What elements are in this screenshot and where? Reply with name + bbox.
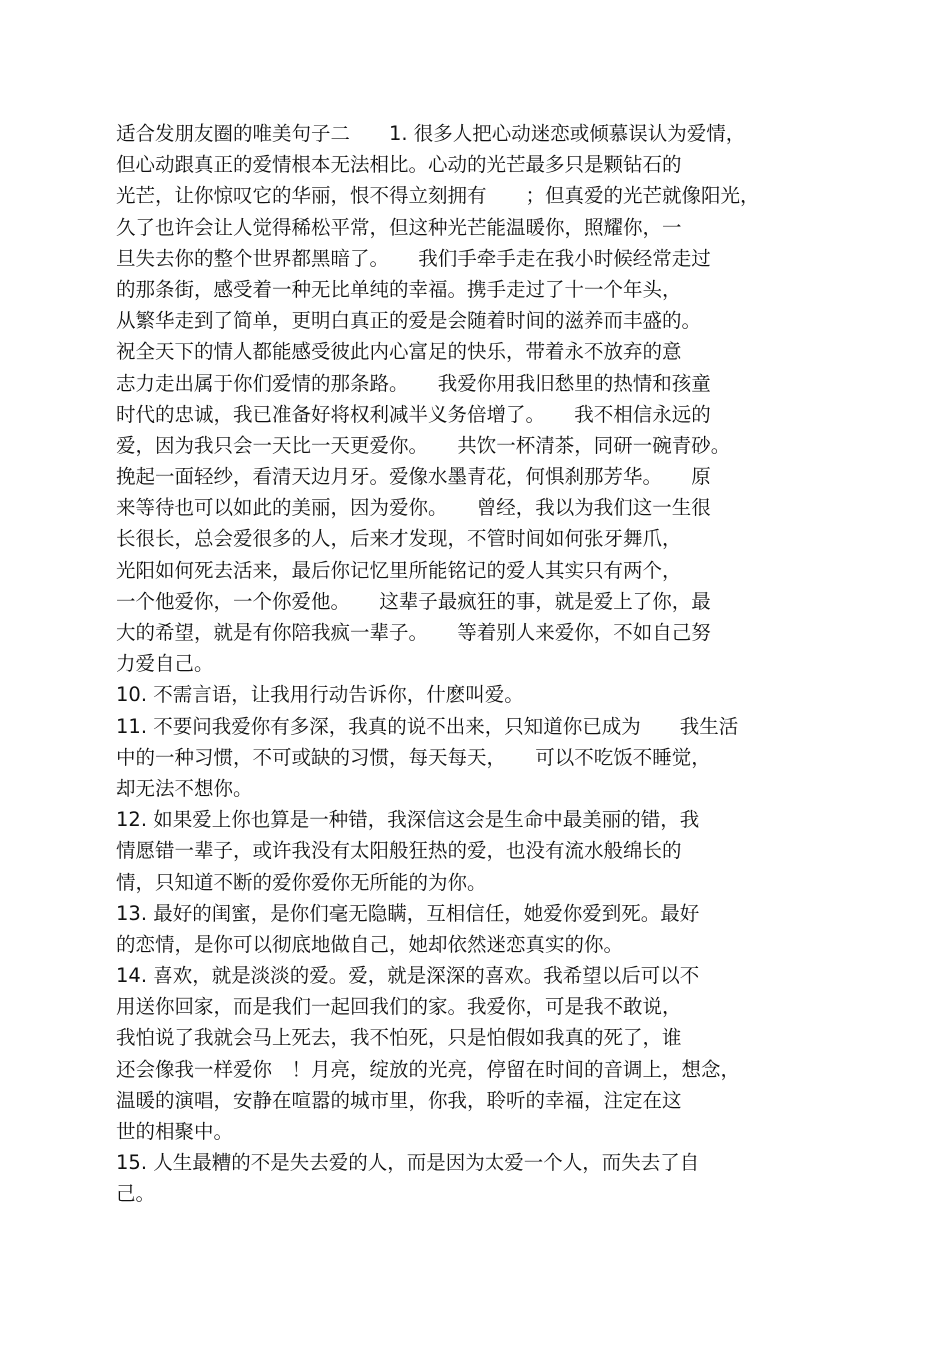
text-line: 情，只知道不断的爱你爱你无所能的为你。 bbox=[116, 870, 487, 894]
text-line: 还会像我一样爱你 ！月亮，绽放的光亮，停留在时间的音调上，想念， bbox=[116, 1057, 741, 1081]
text-line: 一个他爱你，一个你爱他。 这辈子最疯狂的事，就是爱上了你，最 bbox=[116, 589, 711, 613]
text-line: 温暖的演唱，安静在喧嚣的城市里，你我，聆听的幸福，注定在这 bbox=[116, 1088, 682, 1112]
text-line: 却无法不想你。 bbox=[116, 776, 253, 800]
text-line: 14. 喜欢，就是淡淡的爱。爱，就是深深的喜欢。我希望以后可以不 bbox=[116, 964, 700, 988]
text-line: 用送你回家，而是我们一起回我们的家。我爱你，可是我不敢说， bbox=[116, 995, 682, 1019]
text-line: 10. 不需言语，让我用行动告诉你，什麽叫爱。 bbox=[116, 683, 524, 707]
text-line: 力爱自己。 bbox=[116, 652, 214, 676]
text-line: 世的相聚中。 bbox=[116, 1120, 234, 1143]
text-line: 的恋情，是你可以彻底地做自己，她却依然迷恋真实的你。 bbox=[116, 932, 624, 956]
text-line: 己。 bbox=[116, 1182, 156, 1206]
document-body bbox=[116, 118, 846, 1210]
text-line: 从繁华走到了简单，更明白真正的爱是会随着时间的滋养而丰盛的。 bbox=[116, 309, 702, 333]
text-line: 祝全天下的情人都能感受彼此内心富足的快乐，带着永不放弃的意 bbox=[116, 340, 682, 364]
text-line: 12. 如果爱上你也算是一种错，我深信这会是生命中最美丽的错，我 bbox=[116, 808, 700, 832]
text-line: 光阳如何死去活来，最后你记忆里所能铭记的爱人其实只有两个， bbox=[116, 558, 682, 582]
text-line: 情愿错一辈子，或许我没有太阳般狂热的爱，也没有流水般绵长的 bbox=[116, 839, 682, 863]
text-line: 大的希望，就是有你陪我疯一辈子。 等着别人来爱你，不如自己努 bbox=[116, 621, 711, 644]
text-line: 旦失去你的整个世界都黑暗了。 我们手牵手走在我小时候经常走过 bbox=[116, 246, 711, 270]
text-line: 来等待也可以如此的美丽，因为爱你。 曾经，我以为我们这一生很 bbox=[116, 496, 711, 520]
text-line: 11. 不要问我爱你有多深，我真的说不出来，只知道你已成为 我生活 bbox=[116, 714, 739, 738]
text-line: 爱，因为我只会一天比一天更爱你。 共饮一杯清茶，同研一碗青砂。 bbox=[116, 433, 731, 457]
text-line: 适合发朋友圈的唯美句子二 1. 很多人把心动迷恋或倾慕误认为爱情， bbox=[116, 122, 746, 145]
text-line: 的那条街，感受着一种无比单纯的幸福。携手走过了十一个年头， bbox=[116, 277, 682, 301]
text-line: 志力走出属于你们爱情的那条路。 我爱你用我旧愁里的热情和孩童 bbox=[116, 371, 711, 395]
text-line: 我怕说了我就会马上死去，我不怕死，只是怕假如我真的死了，谁 bbox=[116, 1026, 682, 1050]
text-line: 久了也许会让人觉得稀松平常，但这种光芒能温暖你，照耀你，一 bbox=[116, 215, 682, 239]
text-line: 光芒，让你惊叹它的华丽，恨不得立刻拥有 ；但真爱的光芒就像阳光， bbox=[116, 184, 760, 208]
text-line: 时代的忠诚，我已准备好将权利减半义务倍增了。 我不相信永远的 bbox=[116, 402, 711, 426]
text-line: 15. 人生最糟的不是失去爱的人，而是因为太爱一个人，而失去了自 bbox=[116, 1151, 700, 1175]
text-line: 中的一种习惯，不可或缺的习惯，每天每天， 可以不吃饭不睡觉， bbox=[116, 745, 711, 769]
text-line: 13. 最好的闺蜜，是你们毫无隐瞒，互相信任，她爱你爱到死。最好 bbox=[116, 901, 700, 925]
text-line: 挽起一面轻纱，看清天边月牙。爱像水墨青花，何惧刹那芳华。 原 bbox=[116, 465, 711, 489]
text-line: 但心动跟真正的爱情根本无法相比。心动的光芒最多只是颗钻石的 bbox=[116, 153, 682, 177]
text-line: 长很长，总会爱很多的人，后来才发现，不管时间如何张牙舞爪， bbox=[116, 527, 682, 551]
